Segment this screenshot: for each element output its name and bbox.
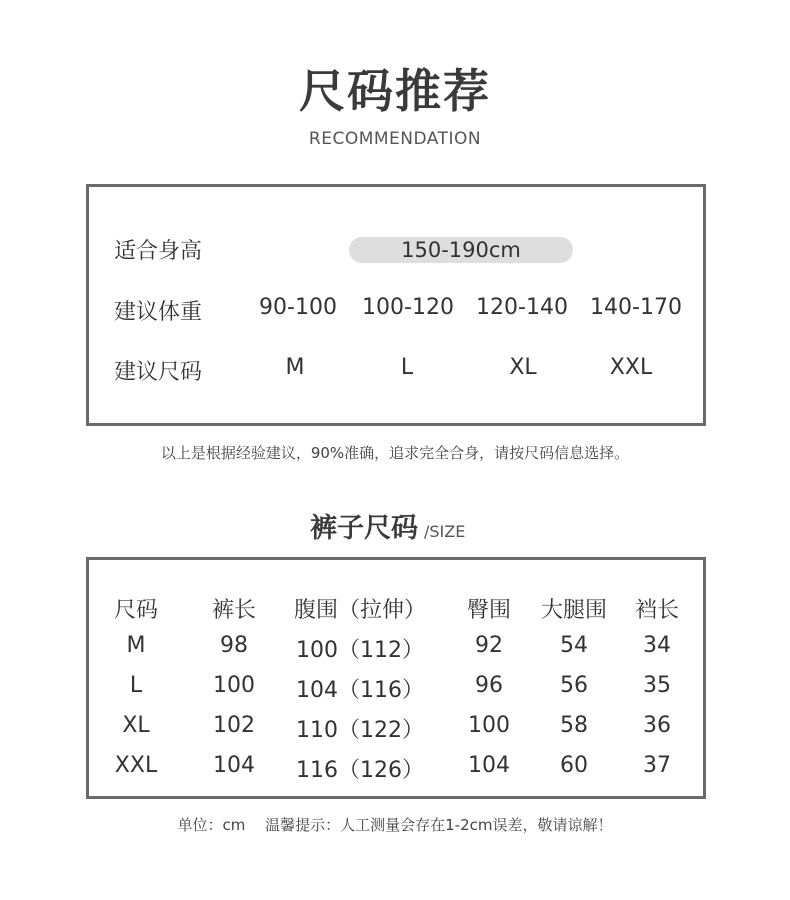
pants-section-heading: [310, 506, 465, 545]
height-range-badge: 150-190cm: [349, 237, 573, 263]
table-cell: 100: [468, 713, 510, 738]
table-cell: 36: [643, 713, 671, 738]
weight-label: 建议体重: [114, 300, 203, 325]
weight-value: 140-170: [590, 295, 682, 320]
table-header: 臀围: [466, 598, 511, 623]
table-cell: 96: [475, 673, 503, 698]
table-header: 大腿围: [540, 598, 607, 623]
table-cell: 34: [643, 633, 671, 658]
size-label: 建议尺码: [114, 360, 203, 385]
page-title: 尺码推荐: [299, 64, 491, 118]
size-value: XXL: [609, 355, 653, 380]
table-cell: 102: [213, 713, 255, 738]
table-header: 腹围（拉伸）: [293, 598, 426, 623]
height-label: 适合身高: [114, 239, 203, 264]
table-cell: 54: [560, 633, 588, 658]
table-cell: 37: [643, 753, 671, 778]
recommendation-note: 以上是根据经验建议，90%准确，追求完全合身，请按尺码信息选择。: [160, 444, 630, 462]
size-value: XL: [509, 355, 537, 380]
table-header: 裆长: [634, 598, 679, 623]
table-cell: M: [126, 633, 146, 658]
page-subtitle: RECOMMENDATION: [308, 129, 482, 149]
table-cell: XL: [122, 713, 150, 738]
size-table: [86, 557, 706, 799]
table-header: 尺码: [113, 598, 158, 623]
table-cell: L: [129, 673, 143, 698]
table-cell: 116（126）: [296, 758, 424, 783]
table-cell: 104: [213, 753, 255, 778]
size-value: M: [285, 355, 305, 380]
pants-section-title: 裤子尺码: [310, 513, 418, 544]
table-cell: 35: [643, 673, 671, 698]
table-cell: 104: [468, 753, 510, 778]
table-cell: 104（116）: [296, 678, 424, 703]
table-cell: XXL: [114, 753, 158, 778]
table-cell: 58: [560, 713, 588, 738]
recommendation-box: [86, 184, 706, 426]
size-value: L: [400, 355, 414, 380]
table-cell: 100: [213, 673, 255, 698]
table-cell: 98: [220, 633, 248, 658]
table-cell: 60: [560, 753, 588, 778]
table-cell: 92: [475, 633, 503, 658]
table-cell: 56: [560, 673, 588, 698]
weight-value: 120-140: [476, 295, 568, 320]
pants-section-tag: /SIZE: [424, 522, 466, 541]
weight-value: 100-120: [362, 295, 454, 320]
weight-value: 90-100: [259, 295, 337, 320]
table-header: 裤长: [211, 598, 256, 623]
table-cell: 110（122）: [296, 718, 424, 743]
table-cell: 100（112）: [296, 638, 424, 663]
measurement-note: 单位：cm 温馨提示：人工测量会存在1-2cm误差，敬请谅解！: [177, 816, 613, 834]
